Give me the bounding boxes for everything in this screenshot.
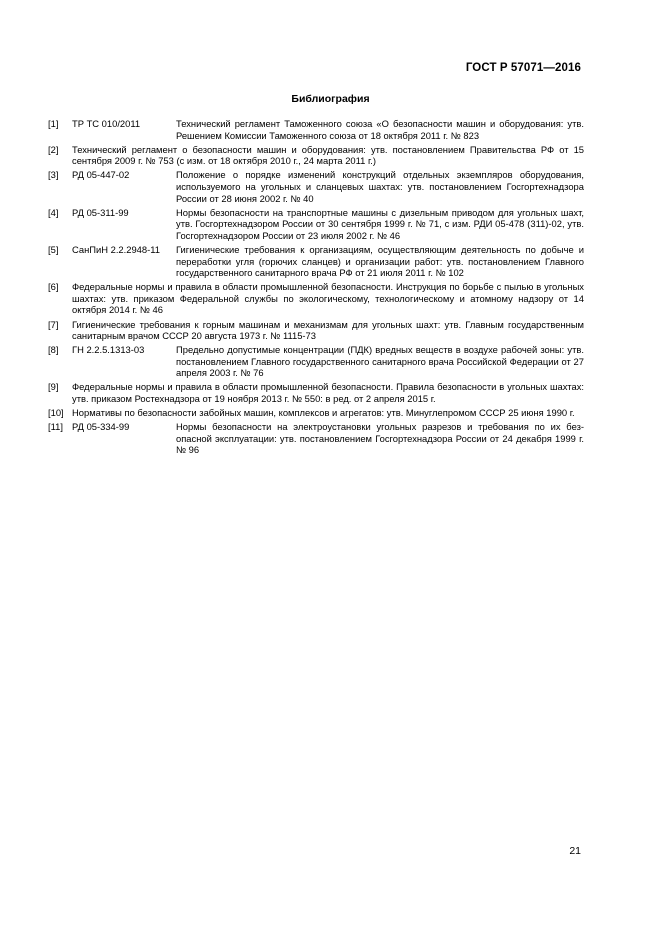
entry-number: [9]	[48, 381, 59, 393]
entry-code: РД 05-311-99	[72, 206, 129, 218]
entry-text: Нормы безопасности на электроустановки угольных разрезов и требования по их безопасной эксплуатации: утв. постановлением Госгортехнадзора России от 24 декабря 1999 г. № 96	[176, 421, 584, 456]
entry-number: [7]	[48, 318, 59, 330]
entry-number: [2]	[48, 143, 59, 155]
entry-number: [4]	[48, 206, 59, 218]
bibliography-entry	[48, 319, 584, 342]
entry-number: [11]	[48, 421, 63, 433]
bibliography-entry	[48, 344, 584, 379]
section-title: Библиография	[291, 93, 370, 105]
entry-text: Предельно допустимые концентрации (ПДК) вредных веществ в воздухе рабочей зоны: утв. постановлением Главного государственного санитарного врача Российской Федерации от 27 апреля 2003 г. № 76	[176, 344, 584, 379]
bibliography-entry	[48, 407, 584, 419]
entry-code: РД 05-334-99	[72, 421, 130, 433]
entry-number: [6]	[48, 281, 59, 293]
entry-text: Технический регламент о безопасности машин и оборудования: утв. постановлением Правительства РФ от 15 сентября 2009 г. № 753 (с изм. от 18 октября 2010 г., 24 марта 2011 г.)	[72, 143, 584, 167]
entry-text: Нормативы по безопасности забойных машин, комплексов и агрегатов: утв. Минуглепромом СССР 25 июня 1990 г.	[72, 407, 575, 419]
entry-text: Положение о порядке изменений конструкций отдельных экземпляров оборудования, используемого на угольных и сланцевых шахтах: утв. постановлением Госгортехнадзора России от 28 июня 2002 г. № 40	[176, 169, 584, 204]
entry-number: [1]	[48, 118, 59, 129]
bibliography-entry	[48, 169, 584, 204]
entry-code: ТР ТС 010/2011	[72, 118, 141, 129]
document-id: ГОСТ Р 57071—2016	[465, 62, 581, 74]
entry-text: Нормы безопасности на транспортные машины с дизельным приводом для угольных шахт, утв. Госгортехнадзором России от 30 сентября 1999 г. № 71, с изм. РДИ 05-478 (311)-02, утв. Госгортехнадзором России от 23 июля 2002 г. № 46	[176, 206, 584, 241]
entry-number: [3]	[48, 169, 59, 181]
bibliography-entry	[48, 381, 584, 404]
entry-number: [5]	[48, 243, 59, 255]
bibliography-entry	[48, 144, 584, 167]
entry-text: Федеральные нормы и правила в области промышленной безопасности. Инструкция по борьбе с пылью в угольных шахтах: утв. приказом Федеральной службы по экологическому, технологическому и атомному надзору от 14 октября 2014 г. № 46	[72, 281, 584, 316]
entry-code: СанПиН 2.2.2948-11	[72, 243, 160, 255]
entry-code: ГН 2.2.5.1313-03	[72, 344, 145, 356]
entry-number: [8]	[48, 344, 59, 356]
bibliography-entry	[48, 421, 584, 456]
bibliography-entry	[48, 118, 584, 141]
entry-number: [10]	[48, 407, 64, 419]
bibliography-entry	[48, 281, 584, 316]
entry-code: РД 05-447-02	[72, 169, 130, 181]
entry-text: Федеральные нормы и правила в области промышленной безопасности. Правила безопасности в угольных шахтах: утв. приказом Ростехнадзора от 19 ноября 2013 г. № 550: в ред. от 2 апреля 2015 г.	[72, 381, 584, 405]
bibliography-entry	[48, 207, 584, 242]
entry-text: Гигиенические требования к горным машинам и механизмам для угольных шахт: утв. Главным государственным санитарным врачом СССР 20 августа 1973 г. № 1115-73	[72, 318, 584, 342]
entry-text: Гигиенические требования к организациям, осуществляющим деятельность по добыче и переработки угля (горючих сланцев) и организации работ: утв. постановлением Главного государственного санитарного врача РФ от 21 июля 2011 г. № 102	[176, 243, 584, 279]
page-number: 21	[569, 845, 581, 857]
bibliography-entry	[48, 244, 584, 279]
bibliography-list	[48, 118, 584, 459]
entry-text: Технический регламент Таможенного союза «О безопасности машин и оборудования: утв. Решением Комиссии Таможенного союза от 18 октября 2011 г. № 823	[176, 118, 584, 141]
